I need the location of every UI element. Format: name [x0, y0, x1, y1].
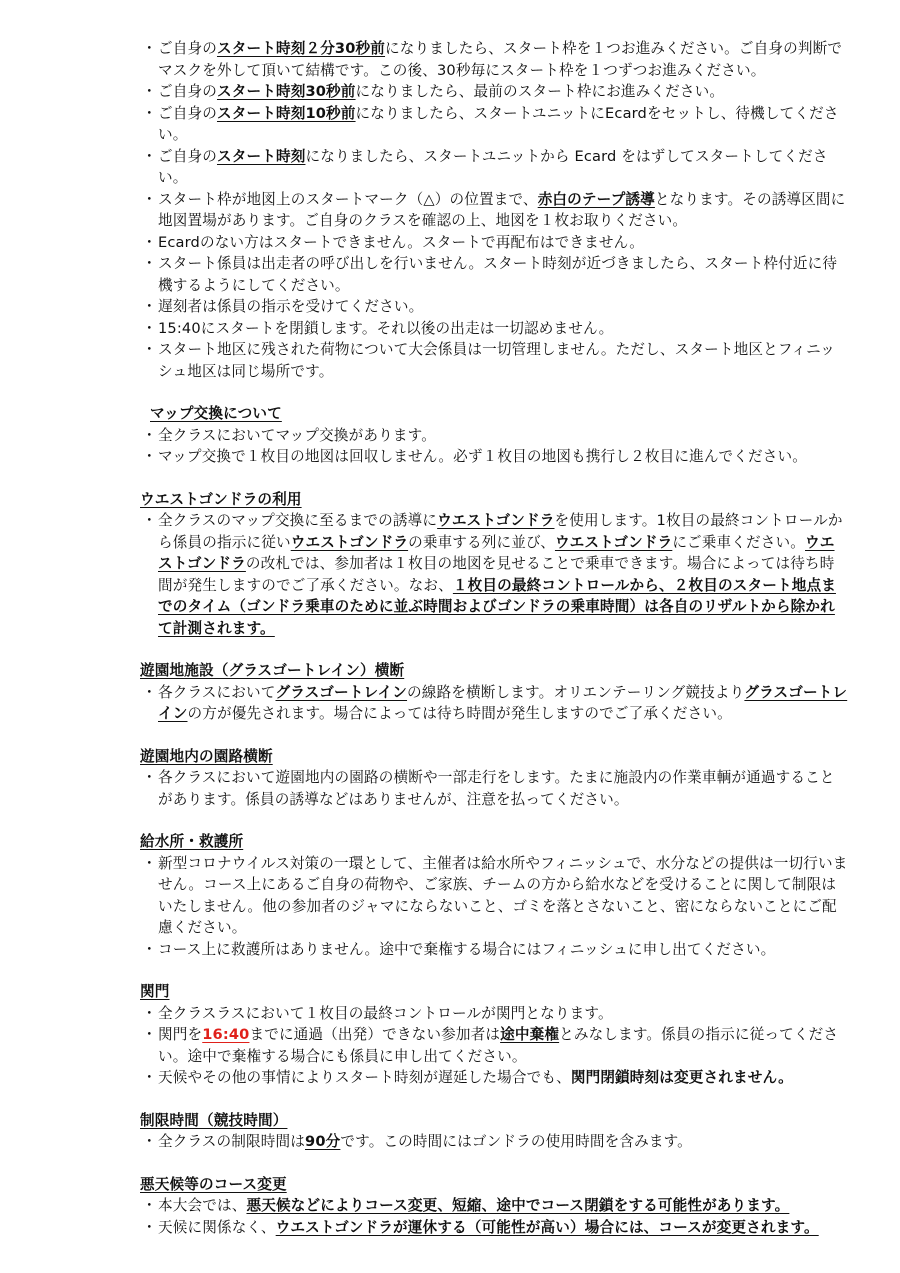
emphasis-text: １枚目の最終コントロールから、２枚目のスタート地点までのタイム（ゴンドラ乗車のために並ぶ時間およびゴンドラの乗車時間）は各自のリザルトから除かれて計測されます。 [158, 576, 836, 637]
body-text: ご自身の [158, 40, 217, 57]
section-2 [140, 489, 848, 640]
bullet-item [140, 146, 848, 189]
section-8 [140, 1174, 848, 1239]
body-text: の線路を横断します。オリエンテーリング競技より [407, 683, 745, 701]
emphasis-text: 90分 [305, 1133, 341, 1150]
body-text: マップ交換で１枚目の地図は回収しません。必ず１枚目の地図も携行し２枚目に進んでください。 [158, 448, 808, 465]
bullet-list [140, 1195, 848, 1238]
body-text: の改札では、参加者は１枚目の地図を見せることで乗車できます。場合によっては待ち時間が発生しますのでご了承ください。なお、 [158, 555, 835, 594]
emphasis-text: スタート時刻10秒前 [216, 104, 356, 122]
bullet-list [140, 1131, 848, 1153]
section-heading: 遊園地内の園路横断 [140, 747, 273, 765]
body-text: Ecardのない方はスタートできません。スタートで再配布はできません。 [158, 233, 645, 251]
body-text: 新型コロナウイルス対策の一環として、主催者は給水所やフィニッシュで、水分などの提供は一切行いません。コース上にあるご自身の荷物や、ご家族、チームの方から給水などを受けることに関して制限はいたしません。他の参加者のジャマにならないこと、ゴミを落とさないこと、密にならないことにご配慮ください。 [158, 854, 848, 936]
bullet-item [140, 1131, 848, 1153]
body-text: になりましたら、スタート枠を１つお進みください。ご自身の判断でマスクを外して頂いて結構です。この後、30秒毎にスタート枠を１つずつお進みください。 [158, 40, 843, 79]
section-6 [140, 981, 848, 1089]
bullet-item [140, 682, 848, 725]
emphasis-text: 赤白のテープ誘導 [537, 190, 655, 208]
bullet-item [140, 81, 848, 103]
body-text: スタート地区に残された荷物について大会係員は一切管理しません。ただし、スタート地区とフィニッシュ地区は同じ場所です。 [158, 341, 836, 380]
bullet-item [140, 510, 848, 639]
section-5 [140, 831, 848, 960]
body-text: 全クラスラスにおいて１枚目の最終コントロールが関門となります。 [158, 1004, 613, 1022]
body-text: ご自身の [158, 83, 217, 100]
section-heading: 遊園地施設（グラスゴートレイン）横断 [140, 662, 405, 679]
body-text: になりましたら、スタートユニットにEcardをセットし、待機してください。 [158, 104, 839, 143]
section-heading: 悪天候等のコース変更 [140, 1175, 287, 1193]
body-text: です。この時間にはゴンドラの使用時間を含みます。 [340, 1133, 692, 1150]
emphasis-text: スタート時刻30秒前 [216, 83, 356, 100]
body-text: 天候やその他の事情によりスタート時刻が遅延した場合でも、 [158, 1069, 571, 1086]
bullet-list [140, 767, 848, 810]
body-text: 本大会では、 [158, 1197, 247, 1214]
bullet-item [140, 767, 848, 810]
bullet-list [140, 1003, 848, 1089]
body-text: 15:40にスタートを閉鎖します。それ以後の出走は一切認めません。 [158, 319, 614, 337]
body-text: 各クラスにおいて [158, 683, 276, 701]
bullet-item [140, 939, 848, 961]
body-text: にご乗車ください。 [672, 533, 806, 551]
emphasis-text: グラスゴートレイン [275, 683, 408, 701]
body-text: 天候に関係なく、 [158, 1218, 276, 1236]
bullet-item [140, 1067, 848, 1089]
bullet-list [140, 510, 848, 639]
emphasis-text: スタート時刻 [216, 147, 306, 165]
emphasis-text: ウエストゴンドラ [290, 533, 409, 551]
emphasis-text: ウエストゴンドラ [437, 512, 555, 529]
bullet-item [140, 853, 848, 939]
body-text: スタート枠が地図上のスタートマーク（△）の位置まで、 [158, 190, 538, 208]
body-text: 遅刻者は係員の指示を受けてください。 [158, 298, 424, 315]
section-heading: マップ交換について [150, 405, 282, 422]
emphasis-text: グラスゴートレイン [158, 683, 848, 722]
bullet-list [140, 853, 848, 961]
section-0 [140, 38, 848, 382]
bullet-item [140, 103, 848, 146]
body-text: スタート係員は出走者の呼び出しを行いません。スタート時刻が近づきましたら、スタート枠付近に待機するようにしてください。 [158, 255, 838, 294]
bullet-item [140, 232, 848, 254]
bullet-item [140, 296, 848, 318]
body-text: ご自身の [158, 104, 217, 122]
bullet-item [140, 189, 848, 232]
body-text: 全クラスのマップ交換に至るまでの誘導に [158, 512, 438, 529]
emphasis-text: スタート時刻２分30秒前 [216, 40, 386, 57]
body-text: ご自身の [158, 147, 217, 165]
section-4 [140, 746, 848, 811]
bullet-list [140, 425, 848, 468]
emphasis-text: ウエストゴンドラ [158, 533, 835, 572]
bullet-item [140, 1003, 848, 1025]
body-text: を使用します。1枚目の最終コントロールから係員の指示に従い [158, 512, 843, 551]
bullet-item [140, 253, 848, 296]
section-heading: ウエストゴンドラの利用 [140, 490, 302, 508]
emphasis-text: ウエストゴンドラが運休する（可能性が高い）場合には、コースが変更されます。 [275, 1218, 819, 1236]
bullet-item [140, 38, 848, 81]
section-heading: 制限時間（競技時間） [140, 1111, 288, 1129]
bullet-item [140, 318, 848, 340]
body-text: になりましたら、スタートユニットから Ecard をはずしてスタートしてください。 [158, 147, 828, 186]
emphasis-text: 16:40 [202, 1026, 250, 1043]
emphasis-text: 関門閉鎖時刻は変更されません。 [570, 1069, 793, 1086]
body-text: までに通過（出発）できない参加者は [249, 1026, 501, 1043]
body-text: 各クラスにおいて遊園地内の園路の横断や一部走行をします。たまに施設内の作業車輌が通過することがあります。係員の誘導などはありませんが、注意を払ってください。 [158, 769, 835, 808]
section-7 [140, 1110, 848, 1153]
body-text: 全クラスの制限時間は [158, 1133, 306, 1150]
bullet-item [140, 446, 848, 468]
body-text: 全クラスにおいてマップ交換があります。 [158, 426, 436, 444]
section-heading: 給水所・救護所 [140, 833, 244, 850]
bullet-item [140, 425, 848, 447]
body-text: となります。その誘導区間に地図置場があります。ご自身のクラスを確認の上、地図を１枚お取りください。 [158, 190, 846, 229]
body-text: の方が優先されます。場合によっては待ち時間が発生しますのでご了承ください。 [187, 705, 732, 722]
section-1 [140, 403, 848, 468]
bullet-list [140, 38, 848, 382]
emphasis-text: 悪天候などによりコース変更、短縮、途中でコース閉鎖をする可能性があります。 [246, 1197, 790, 1214]
body-text: になりましたら、最前のスタート枠にお進みください。 [355, 83, 725, 100]
bullet-list [140, 682, 848, 725]
section-3 [140, 660, 848, 725]
emphasis-text: 途中棄権 [500, 1026, 560, 1043]
section-heading: 関門 [140, 983, 170, 1000]
body-text: 関門を [158, 1026, 203, 1043]
bullet-item [140, 1195, 848, 1217]
body-text: の乗車する列に並び、 [408, 533, 555, 551]
bullet-item [140, 1024, 848, 1067]
body-text: コース上に救護所はありません。途中で棄権する場合にはフィニッシュに申し出てください。 [158, 940, 776, 958]
bullet-item [140, 1217, 848, 1239]
body-text: とみなします。係員の指示に従ってください。途中で棄権する場合にも係員に申し出てください。 [158, 1026, 839, 1065]
bullet-item [140, 339, 848, 382]
emphasis-text: ウエストゴンドラ [554, 533, 673, 551]
